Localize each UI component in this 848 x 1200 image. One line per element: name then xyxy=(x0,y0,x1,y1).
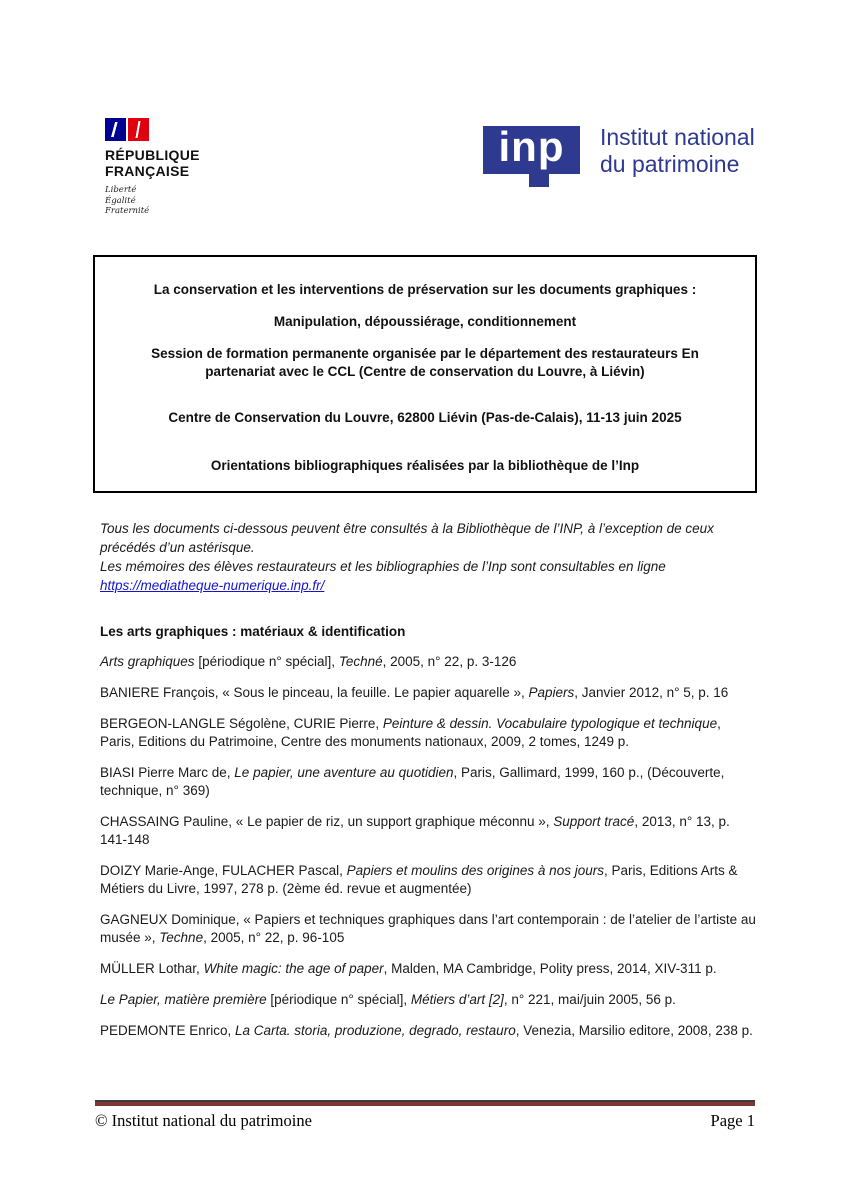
bib-entry: Le Papier, matière première [périodique n° spécial], Métiers d’art [2], n° 221, mai/juin 2005, 56 p. xyxy=(100,992,676,1007)
inp-name xyxy=(600,124,820,178)
motto xyxy=(105,185,225,217)
flag-blue-panel xyxy=(105,118,126,141)
bib-entry: BANIERE François, « Sous le pinceau, la feuille. Le papier aquarelle », Papiers, Janvier 2012, n° 5, p. 16 xyxy=(100,685,729,700)
mediatheque-link[interactable]: https://mediatheque-numerique.inp.fr/ xyxy=(100,578,325,593)
intro-note xyxy=(100,519,755,595)
footer-copyright: © Institut national du patrimoine xyxy=(95,1111,312,1130)
bib-entry: BIASI Pierre Marc de, Le papier, une aventure au quotidien, Paris, Gallimard, 1999, 160 p., (Découverte, technique, n° 369) xyxy=(100,765,725,798)
bib-entry: Arts graphiques [périodique n° spécial], Techné, 2005, n° 22, p. 3-126 xyxy=(100,654,517,669)
bib-entry: MÜLLER Lothar, White magic: the age of paper, Malden, MA Cambridge, Polity press, 2014, XIV-311 p. xyxy=(100,961,717,976)
republique-francaise-logo xyxy=(105,118,225,217)
footer-page-number: Page 1 xyxy=(710,1111,755,1130)
bibliography-list xyxy=(100,653,758,1053)
inp-acronym: inp xyxy=(498,123,565,170)
title-box xyxy=(93,255,757,493)
title-line-1: La conservation et les interventions de préservation sur les documents graphiques : xyxy=(153,282,697,297)
footer-divider xyxy=(95,1100,755,1106)
inp-logo-tab xyxy=(529,174,549,187)
bib-entry: CHASSAING Pauline, « Le papier de riz, un support graphique méconnu », Support tracé, 2013, n° 13, p. 141-148 xyxy=(100,814,730,847)
flag-red-panel xyxy=(128,118,149,141)
title-line-2: Manipulation, dépoussiérage, conditionnement xyxy=(273,314,577,329)
bib-entry: PEDEMONTE Enrico, La Carta. storia, produzione, degrado, restauro, Venezia, Marsilio editore, 2008, 238 p. xyxy=(100,1023,753,1038)
french-flag-icon xyxy=(105,118,225,141)
title-line-5: Orientations bibliographiques réalisées par la bibliothèque de l’Inp xyxy=(210,458,640,473)
page-footer xyxy=(95,1111,755,1131)
marianne-mark xyxy=(110,122,119,137)
inp-logo-box xyxy=(483,123,580,174)
inp-name-line1: Institut national xyxy=(600,124,755,150)
republique-line2: FRANÇAISE xyxy=(105,163,190,179)
section-heading: Les arts graphiques : matériaux & identification xyxy=(100,624,406,639)
title-line-3: Session de formation permanente organisée par le département des restaurateurs En partenariat avec le CCL (Centre de conservation du Louvre, à Liévin) xyxy=(151,346,699,379)
intro-paragraph-2: Les mémoires des élèves restaurateurs et les bibliographies de l’Inp sont consultables en ligne xyxy=(100,559,666,574)
motto-liberte: Liberté xyxy=(105,185,137,195)
intro-link-line xyxy=(100,576,755,595)
bib-entry: GAGNEUX Dominique, « Papiers et techniques graphiques dans l’art contemporain : de l’atelier de l’artiste au musée », Techne, 2005, n° 22, p. 96-105 xyxy=(100,912,756,945)
flag-stripe-mark xyxy=(132,121,144,138)
bib-entry: DOIZY Marie-Ange, FULACHER Pascal, Papiers et moulins des origines à nos jours, Paris, Editions Arts & Métiers du Livre, 1997, 278 p. (2ème éd. revue et augmentée) xyxy=(100,863,738,896)
motto-fraternite: Fraternité xyxy=(105,206,150,216)
motto-egalite: Égalité xyxy=(105,195,136,206)
inp-name-line2: du patrimoine xyxy=(600,151,740,177)
bib-entry: BERGEON-LANGLE Ségolène, CURIE Pierre, Peinture & dessin. Vocabulaire typologique et technique, Paris, Editions du Patrimoine, Centre des monuments nationaux, 2009, 2 tomes, 1249 p. xyxy=(100,716,721,749)
title-line-4: Centre de Conservation du Louvre, 62800 Liévin (Pas-de-Calais), 11-13 juin 2025 xyxy=(168,410,682,425)
intro-paragraph-1: Tous les documents ci-dessous peuvent être consultés à la Bibliothèque de l’INP, à l’exception de ceux précédés d’un astérisque. xyxy=(100,521,714,555)
republique-name xyxy=(105,147,225,179)
republique-line1: RÉPUBLIQUE xyxy=(105,147,200,163)
